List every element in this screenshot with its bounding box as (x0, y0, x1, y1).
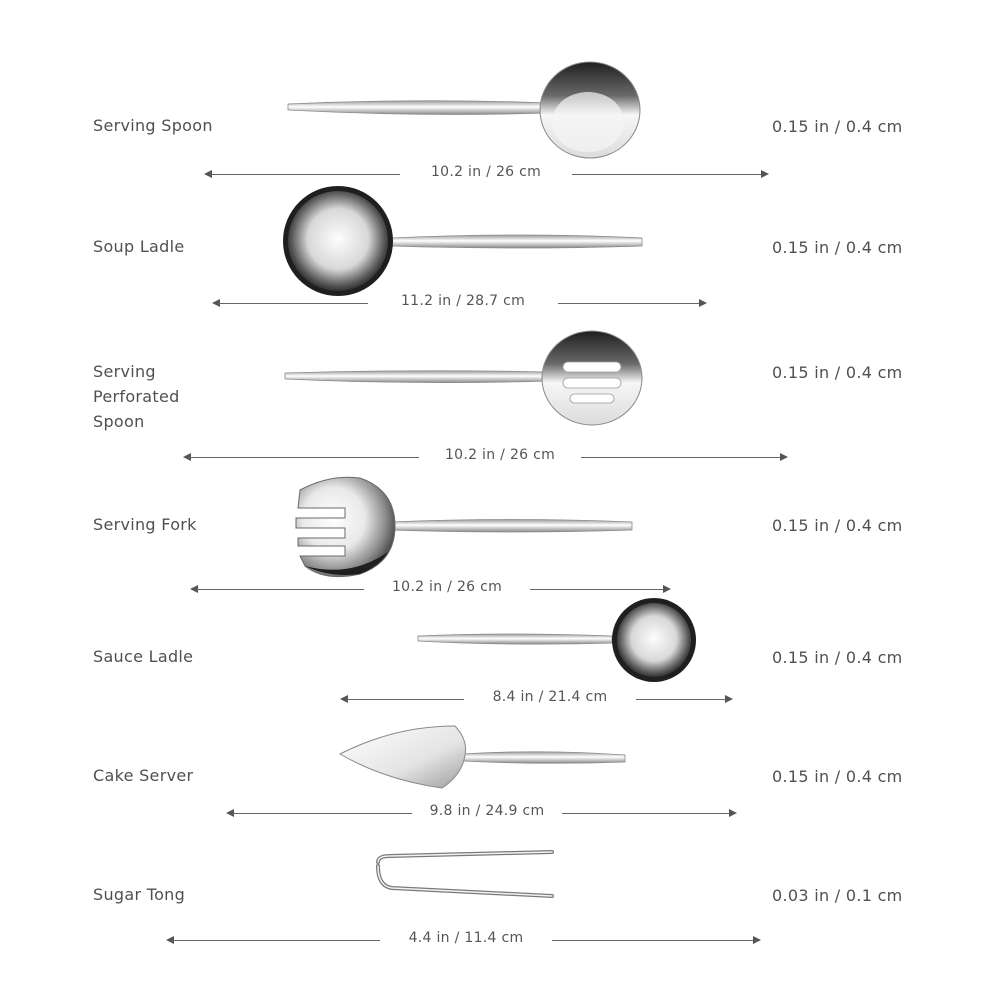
sugar-tong-image (378, 852, 552, 896)
item-name-serving-perforated-spoon: Serving Perforated Spoon (93, 362, 180, 431)
arrow-right-icon (729, 809, 737, 817)
arrow-right-icon (725, 695, 733, 703)
item-name-serving-spoon: Serving Spoon (93, 116, 213, 135)
arrow-right-icon (753, 936, 761, 944)
cake-server-image (340, 726, 625, 788)
length-sauce-ladle: 8.4 in / 21.4 cm (492, 689, 608, 705)
length-serving-fork: 10.2 in / 26 cm (391, 579, 503, 595)
dimension-line (346, 699, 464, 700)
item-name-sugar-tong: Sugar Tong (93, 885, 186, 904)
serving-fork-image (296, 477, 632, 576)
thickness-cake-server: 0.15 in / 0.4 cm (772, 767, 903, 786)
length-serving-perforated-spoon: 10.2 in / 26 cm (444, 447, 556, 463)
arrow-right-icon (663, 585, 671, 593)
dimension-line (218, 303, 368, 304)
thickness-sugar-tong: 0.03 in / 0.1 cm (772, 886, 903, 905)
item-name-soup-ladle: Soup Ladle (93, 237, 185, 256)
dimension-line (172, 940, 380, 941)
arrow-right-icon (761, 170, 769, 178)
dimension-line (196, 589, 364, 590)
dimension-line (232, 813, 412, 814)
dimension-line (189, 457, 419, 458)
dimension-line (210, 174, 400, 175)
thickness-soup-ladle: 0.15 in / 0.4 cm (772, 238, 903, 257)
length-sugar-tong: 4.4 in / 11.4 cm (408, 930, 524, 946)
length-cake-server: 9.8 in / 24.9 cm (429, 803, 545, 819)
length-serving-spoon: 10.2 in / 26 cm (430, 164, 542, 180)
dimension-line (581, 457, 781, 458)
serving-spoon-image (288, 62, 640, 158)
dimension-line (530, 589, 664, 590)
length-soup-ladle: 11.2 in / 28.7 cm (400, 293, 526, 309)
dimension-line (636, 699, 726, 700)
item-name-cake-server: Cake Server (93, 766, 194, 785)
thickness-serving-fork: 0.15 in / 0.4 cm (772, 516, 903, 535)
thickness-sauce-ladle: 0.15 in / 0.4 cm (772, 648, 903, 667)
dimension-line (572, 174, 762, 175)
serving-perforated-spoon-image (285, 331, 642, 425)
dimension-line (562, 813, 730, 814)
dimension-line (552, 940, 754, 941)
thickness-serving-spoon: 0.15 in / 0.4 cm (772, 117, 903, 136)
arrow-right-icon (699, 299, 707, 307)
item-name-serving-fork: Serving Fork (93, 515, 197, 534)
item-name-sauce-ladle: Sauce Ladle (93, 647, 194, 666)
thickness-serving-perforated-spoon: 0.15 in / 0.4 cm (772, 363, 903, 382)
arrow-right-icon (780, 453, 788, 461)
dimension-line (558, 303, 700, 304)
soup-ladle-image (283, 186, 642, 296)
sauce-ladle-image (418, 598, 696, 682)
